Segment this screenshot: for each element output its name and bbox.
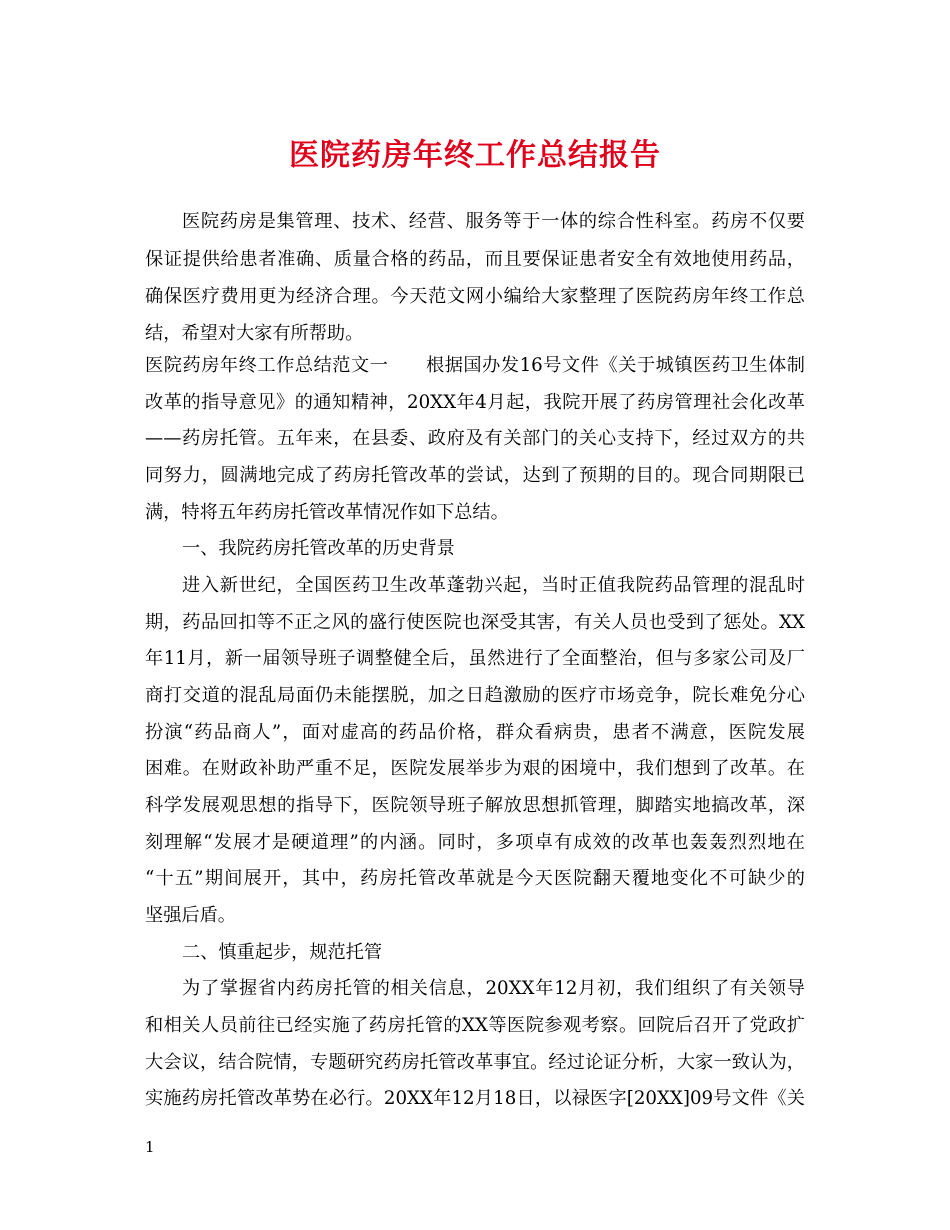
text-line: 大会议，结合院情，专题研究药房托管改革事宜。经过论证分析，大家一致认为， (145, 1052, 805, 1073)
text-line: 医院药房年终工作总结范文一 根据国办发16号文件《关于城镇医药卫生体制 (145, 355, 805, 376)
section-heading: 一、我院药房托管改革的历史背景 (182, 538, 455, 559)
text-line: 为了掌握省内药房托管的相关信息，20XX年12月初，我们组织了有关领导 (182, 978, 805, 999)
text-line: 医院药房是集管理、技术、经营、服务等于一体的综合性科室。药房不仅要 (182, 211, 805, 232)
section-heading: 二、慎重起步，规范托管 (182, 942, 383, 963)
text-line: 进入新世纪，全国医药卫生改革蓬勃兴起，当时正值我院药品管理的混乱时 (182, 575, 805, 596)
page-title: 医院药房年终工作总结报告 (289, 138, 661, 173)
text-line: 同努力，圆满地完成了药房托管改革的尝试，达到了预期的目的。现合同期限已 (145, 465, 805, 486)
text-line: 改革的指导意见》的通知精神，20XX年4月起，我院开展了药房管理社会化改革 (145, 392, 805, 413)
text-line: 商打交道的混乱局面仍未能摆脱，加之日趋激励的医疗市场竞争，院长难免分心 (145, 685, 805, 706)
text-line: 和相关人员前往已经实施了药房托管的XX等医院参观考察。回院后召开了党政扩 (145, 1015, 805, 1036)
text-line: 确保医疗费用更为经济合理。今天范文网小编给大家整理了医院药房年终工作总 (145, 286, 805, 307)
text-line: 科学发展观思想的指导下，医院领导班子解放思想抓管理，脚踏实地搞改革，深 (145, 795, 805, 816)
page-number: 1 (145, 1138, 155, 1156)
text-line: 困难。在财政补助严重不足，医院发展举步为艰的困境中，我们想到了改革。在 (145, 758, 805, 779)
text-line: 年11月，新一届领导班子调整健全后，虽然进行了全面整治，但与多家公司及厂 (145, 648, 805, 669)
text-line: “十五”期间展开，其中，药房托管改革就是今天医院翻天覆地变化不可缺少的 (145, 868, 805, 889)
text-line: 保证提供给患者准确、质量合格的药品，而且要保证患者安全有效地使用药品， (145, 249, 805, 270)
text-line: 满，特将五年药房托管改革情况作如下总结。 (145, 502, 509, 523)
text-line: ——药房托管。五年来，在县委、政府及有关部门的关心支持下，经过双方的共 (145, 428, 805, 449)
text-line: 坚强后盾。 (145, 905, 236, 926)
text-line: 刻理解“发展才是硬道理”的内涵。同时，多项卓有成效的改革也轰轰烈烈地在 (145, 832, 805, 853)
text-line: 结，希望对大家有所帮助。 (145, 323, 364, 344)
text-line: 实施药房托管改革势在必行。20XX年12月18日，以禄医字[20XX]09号文件《关 (145, 1088, 805, 1109)
text-line: 期，药品回扣等不正之风的盛行使医院也深受其害，有关人员也受到了惩处。XX (145, 612, 805, 633)
text-line: 扮演“药品商人”，面对虚高的药品价格，群众看病贵，患者不满意，医院发展 (145, 722, 805, 743)
